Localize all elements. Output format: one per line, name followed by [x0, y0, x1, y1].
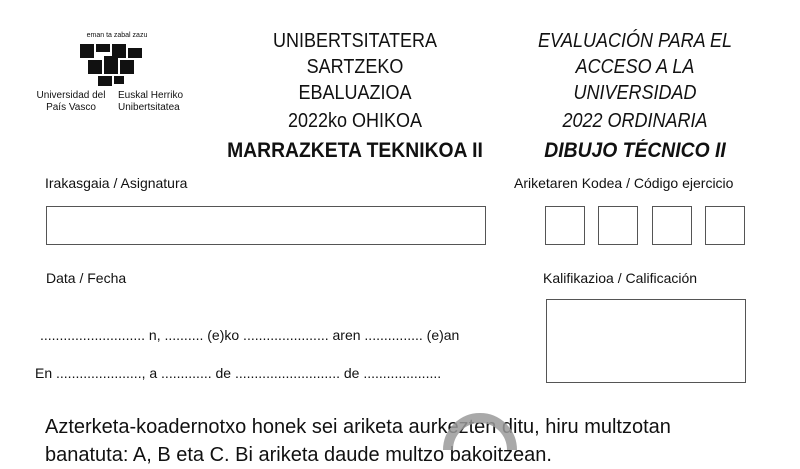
loading-spinner-icon	[440, 404, 520, 450]
header-es-subject: DIBUJO TÉCNICO II	[544, 139, 726, 162]
logo-name-es: Universidad del País Vasco	[36, 90, 106, 113]
date-line-spanish[interactable]: En ......................, a ............. de ........................... de ....................	[35, 365, 442, 381]
intro-line1: Azterketa-koadernotxo honek sei ariketa aurkezten ditu, hiru multzotan	[45, 416, 671, 438]
exercise-code-box-1[interactable]	[545, 206, 585, 245]
exercise-code-box-3[interactable]	[652, 206, 692, 245]
header-eu-line2: EBALUAZIOA	[298, 82, 412, 104]
header-spanish	[505, 28, 765, 164]
header-eu-line3: 2022ko OHIKOA	[287, 110, 423, 132]
upv-ehu-emblem-icon	[78, 40, 148, 90]
subject-label: Irakasgaia / Asignatura	[45, 175, 188, 191]
grade-label: Kalifikazioa / Calificación	[543, 270, 698, 286]
intro-line2: banatuta: A, B eta C. Bi ariketa daude multzo bakoitzean.	[45, 444, 552, 466]
header-basque	[210, 28, 500, 164]
logo-name-eu: Euskal Herriko Unibertsitatea	[118, 90, 184, 113]
header-es-line3: 2022 ORDINARIA	[562, 110, 708, 132]
date-label: Data / Fecha	[46, 270, 127, 286]
grade-box[interactable]	[546, 299, 746, 383]
logo-motto: eman ta zabal zazu	[86, 32, 148, 39]
exercise-code-label: Ariketaren Kodea / Código ejercicio	[514, 175, 734, 191]
subject-input[interactable]	[46, 206, 486, 245]
intro-paragraph	[45, 413, 765, 469]
header-es-line2: ACCESO A LA UNIVERSIDAD	[573, 56, 697, 104]
exercise-code-box-4[interactable]	[705, 206, 745, 245]
date-line-basque[interactable]: ........................... n, .......... (e)ko ...................... aren ............... (e)an	[40, 327, 460, 343]
header-eu-subject: MARRAZKETA TEKNIKOA II	[227, 139, 483, 162]
header-es-line1: EVALUACIÓN PARA EL	[537, 30, 733, 52]
exercise-code-box-2[interactable]	[598, 206, 638, 245]
university-logo	[30, 30, 200, 120]
header-eu-line1: UNIBERTSITATERA SARTZEKO	[272, 30, 438, 78]
